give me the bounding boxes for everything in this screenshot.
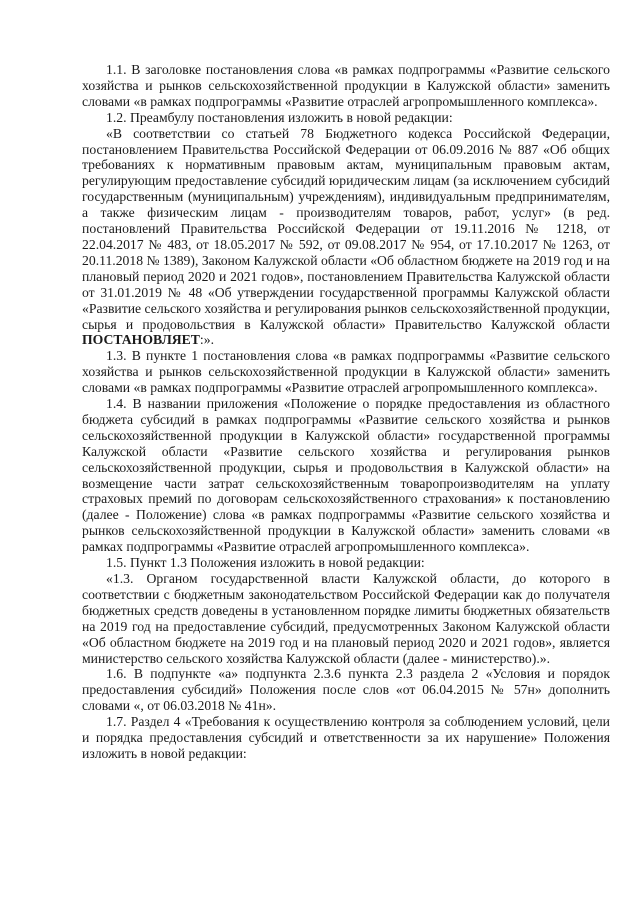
paragraph-1-2: 1.2. Преамбулу постановления изложить в новой редакции: <box>106 109 453 125</box>
paragraph-1-4: 1.4. В названии приложения «Положение о порядке предоставления из областного бюджета субсидий в рамках подпрограммы «Развитие сельского хозяйства и рынков сельскохозяйственной продукции в Калужской области» государственной программы Калужской области «Развитие сельского хозяйства и регулирования рынков сельскохозяйственной продукции, сырья и продовольствия в Калужской области» на возмещение части затрат сельскохозяйственным товаропроизводителям на уплату страховых премий по договорам сельскохозяйственного страхования» к постановлению (далее - Положение) слова «в рамках подпрограммы «Развитие сельского хозяйства и рынков сельскохозяйственной продукции в Калужской области» заменить словами «в рамках подпрограммы «Развитие отраслей агропромышленного комплекса». <box>82 396 610 555</box>
preamble-text: «В соответствии со статьей 78 Бюджетного кодекса Российской Федерации, постановлением Правительства Российской Федерации от 06.09.2016 № 887 «Об общих требованиях к нормативным правовым актам, муниципальным правовым актам, регулирующим предоставление субсидий юридическим лицам (за исключением субсидий государственным (муниципальным) учреждениям), индивидуальным предпринимателям, а также физическим лицам - производителям товаров, работ, услуг» (в ред. постановлений Правительства Российской Федерации от 19.11.2016 № 1218, от 22.04.2017 № 483, от 18.05.2017 № 592, от 09.08.2017 № 954, от 17.10.2017 № 1263, от 20.11.2018 № 1389), Законом Калужской области «Об областном бюджете на 2019 год и на плановый период 2020 и 2021 годов», постановлением Правительства Калужской области от 31.01.2019 № 48 «Об утверждении государственной программы Калужской области «Развитие сельского хозяйства и регулирования рынков сельскохозяйственной продукции, сырья и продовольствия в Калужской области» Правительство Калужской области <box>82 125 610 332</box>
paragraph-1-7: 1.7. Раздел 4 «Требования к осуществлению контроля за соблюдением условий, цели и порядка предоставления субсидий и ответственности за их нарушение» Положения изложить в новой редакции: <box>82 714 610 761</box>
paragraph-1-6: 1.6. В подпункте «а» подпункта 2.3.6 пункта 2.3 раздела 2 «Условия и порядок предоставления субсидий» Положения после слов «от 06.04.2015 № 57н» дополнить словами «, от 06.03.2018 № 41н». <box>82 666 610 714</box>
postanovlyaet-tail: :». <box>199 332 214 348</box>
paragraph-1-5: 1.5. Пункт 1.3 Положения изложить в новой редакции: <box>106 555 425 571</box>
document-page <box>82 62 610 762</box>
preamble-paragraph <box>82 126 610 349</box>
paragraph-1-3: 1.3. В пункте 1 постановления слова «в рамках подпрограммы «Развитие сельского хозяйства и рынков сельскохозяйственной продукции в Калужской области» заменить словами «в рамках подпрограммы «Развитие отраслей агропромышленного комплекса». <box>82 348 610 396</box>
postanovlyaet-word: ПОСТАНОВЛЯЕТ <box>82 332 200 348</box>
paragraph-1-3-new: «1.3. Органом государственной власти Калужской области, до которого в соответствии с бюджетным законодательством Российской Федерации как до получателя бюджетных средств доведены в установленном порядке лимиты бюджетных обязательств на 2019 год на предоставление субсидий, предусмотренных Законом Калужской области «Об областном бюджете на 2019 год и на плановый период 2020 и 2021 годов», является министерство сельского хозяйства Калужской области (далее - министерство).». <box>82 571 610 666</box>
paragraph-1-1: 1.1. В заголовке постановления слова «в рамках подпрограммы «Развитие сельского хозяйства и рынков сельскохозяйственной продукции в Калужской области» заменить словами «в рамках подпрограммы «Развитие отраслей агропромышленного комплекса». <box>82 62 610 109</box>
